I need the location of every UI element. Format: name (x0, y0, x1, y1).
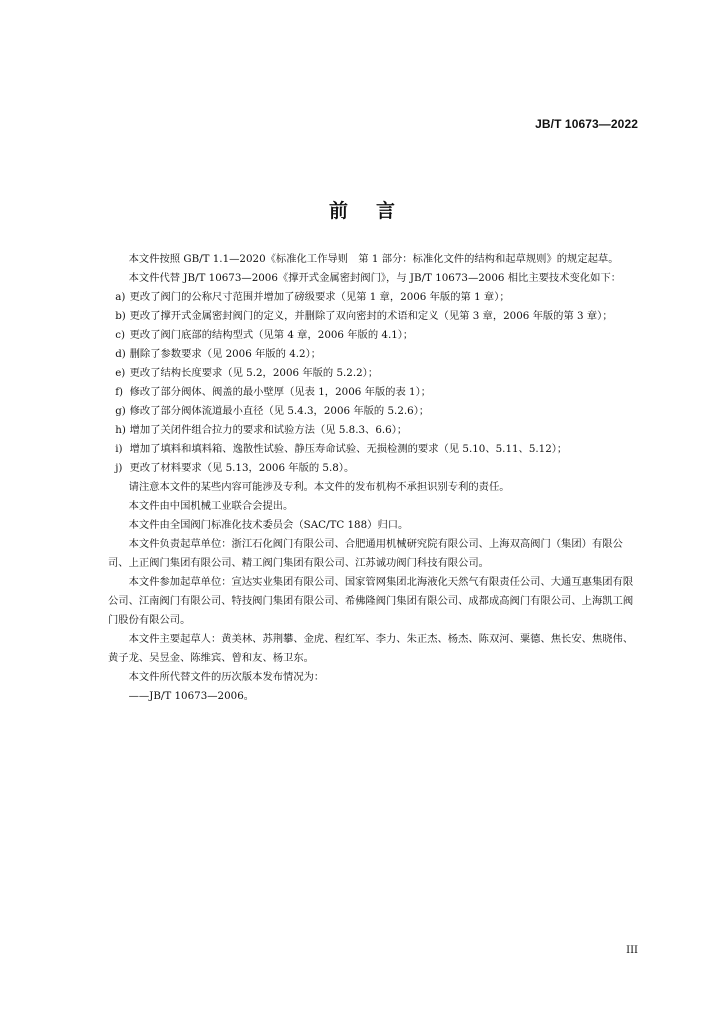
patent-notice: 请注意本文件的某些内容可能涉及专利。本文件的发布机构不承担识别专利的责任。 (128, 481, 510, 493)
item-text: 更改了材料要求（见 5.13，2006 年版的 5.8）。 (129, 462, 355, 474)
item-marker: i) (115, 443, 123, 455)
change-item-i (108, 440, 638, 459)
proposed-by: 本文件由中国机械工业联合会提出。 (128, 500, 294, 512)
item-text: 更改了结构长度要求（见 5.2，2006 年版的 5.2.2）； (129, 367, 379, 379)
change-item-c (108, 326, 638, 345)
item-text: 修改了部分阀体流道最小直径（见 5.4.3，2006 年版的 5.2.6）； (129, 405, 430, 417)
item-text: 修改了部分阀体、阀盖的最小壁厚（见表 1，2006 年版的表 1）； (129, 386, 432, 398)
change-item-a (108, 288, 638, 307)
item-marker: f) (115, 386, 124, 398)
change-item-b (108, 307, 638, 326)
change-item-j (108, 459, 638, 478)
item-text: 更改了阀门底部的结构型式（见第 4 章，2006 年版的 4.1）； (129, 329, 414, 341)
change-item-e (108, 364, 638, 383)
item-text: 更改了撑开式金属密封阀门的定义，并删除了双向密封的术语和定义（见第 3 章，2006 年版的第 3 章）； (129, 310, 613, 322)
item-marker: d) (115, 348, 126, 360)
paragraph-drafting-basis: 本文件按照 GB/T 1.1—2020《标准化工作导则 第 1 部分：标准化文件的结构和起草规则》的规定起草。 (128, 253, 619, 265)
paragraph-replacement: 本文件代替 JB/T 10673—2006《撑开式金属密封阀门》，与 JB/T 10673—2006 相比主要技术变化如下： (128, 272, 621, 284)
item-text: 删除了参数要求（见 2006 年版的 4.2）； (129, 348, 322, 360)
drafting-units: 本文件负责起草单位：浙江石化阀门有限公司、合肥通用机械研究院有限公司、上海双高阀门（集团）有限公司、上正阀门集团有限公司、精工阀门集团有限公司、江苏诚功阀门科技有限公司。 (108, 538, 623, 569)
item-text: 更改了阀门的公称尺寸范围并增加了磅级要求（见第 1 章，2006 年版的第 1 章）； (129, 291, 510, 303)
page-number: III (626, 945, 638, 956)
standard-code: JB/T 10673—2022 (535, 117, 638, 131)
item-marker: a) (115, 291, 126, 303)
main-drafters: 本文件主要起草人：黄美林、苏荆攀、金虎、程红军、李力、朱正杰、杨杰、陈双河、粟德、焦长安、焦晓伟、黄子龙、吴昱金、陈维宾、曾和友、杨卫东。 (108, 633, 634, 664)
change-item-h (108, 421, 638, 440)
centralized-by: 本文件由全国阀门标准化技术委员会（SAC/TC 188）归口。 (128, 519, 409, 531)
item-marker: g) (115, 405, 126, 417)
foreword-body (108, 250, 638, 706)
item-text: 增加了关闭件组合拉力的要求和试验方法（见 5.8.3、6.6）； (129, 424, 408, 436)
change-item-g (108, 402, 638, 421)
version-history-item: ——JB/T 10673—2006。 (128, 690, 255, 702)
change-item-d (108, 345, 638, 364)
item-marker: b) (115, 310, 126, 322)
item-text: 增加了填料和填料箱、逸散性试验、静压寿命试验、无损检测的要求（见 5.10、5.11、5.12）； (129, 443, 568, 455)
change-item-f (108, 383, 638, 402)
item-marker: j) (115, 462, 123, 474)
item-marker: e) (115, 367, 126, 379)
item-marker: c) (115, 329, 126, 341)
participating-units: 本文件参加起草单位：宣达实业集团有限公司、国家管网集团北海液化天然气有限责任公司、大通互惠集团有限公司、江南阀门有限公司、特技阀门集团有限公司、希佛隆阀门集团有限公司、成都成高阀门有限公司、上海凯工阀门股份有限公司。 (108, 576, 634, 626)
item-marker: h) (115, 424, 126, 436)
version-history-intro: 本文件所代替文件的历次版本发布情况为： (128, 671, 325, 683)
page-title: 前言 (328, 200, 423, 222)
